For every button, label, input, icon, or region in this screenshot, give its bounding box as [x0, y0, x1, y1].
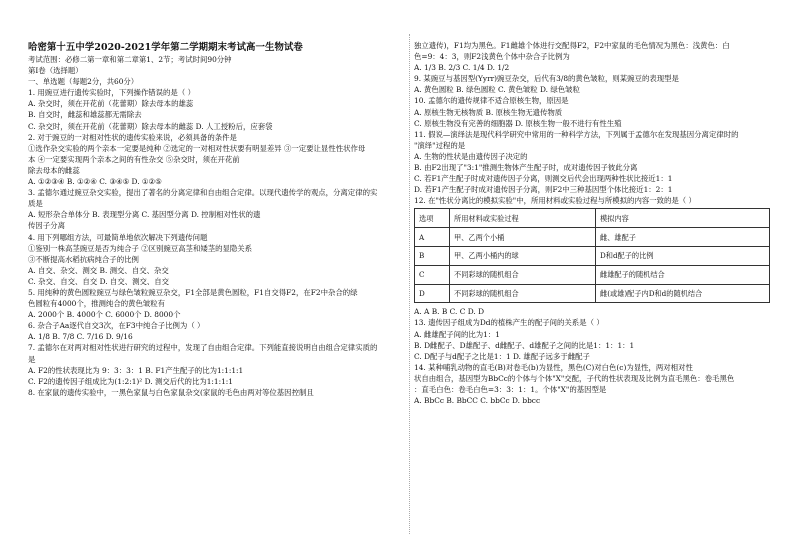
left-lines-line: 6. 杂合子Aa逐代自交3次，在F3中纯合子比例为（ ）: [28, 321, 205, 331]
right-lines-b-line: A. 雌雄配子间的比为1：1: [414, 329, 500, 339]
left-lines-line: 质是: [28, 199, 43, 209]
table-cell: 不同彩球的随机组合: [450, 265, 596, 284]
right-lines-a-line: 色=9：4：3，则F2浅黄色个体中杂合子比例为: [414, 52, 570, 62]
table-row: [415, 247, 770, 266]
left-lines-line: 色圆粒有4000个，推测纯合的黄色皱粒有: [28, 299, 166, 309]
left-lines-line: C. F2的遗传因子组成比为(1:2:1)² D. 测交后代的比为1:1:1:1: [28, 376, 233, 386]
right-lines-a-line: "演绎"过程的是: [414, 140, 466, 150]
table-cell: D和d配子的比例: [596, 247, 770, 266]
left-column: [28, 54, 404, 398]
right-lines-b-line: A. BbCc B. BbCC C. bbCc D. bbcc: [414, 396, 541, 406]
table-cell: 雌(或雄)配子内D和d的随机结合: [596, 284, 770, 303]
table-cell: 甲、乙两小桶内的球: [450, 247, 596, 266]
right-lines-a-line: A. 原核生物无核物质 B. 原核生物无遗传物质: [414, 107, 563, 117]
left-lines-line: 是: [28, 354, 36, 364]
table-row: [415, 284, 770, 303]
left-lines-line: 8. 在家鼠的遗传实验中，一黑色家鼠与白色家鼠杂交(家鼠的毛色由两对等位基因控制且: [28, 387, 314, 397]
left-lines-line: 5. 用纯种的黄色圆粒豌豆与绿色皱粒豌豆杂交，F1全部是黄色圆粒，F1自交得F2，在F2中杂合的绿: [28, 287, 358, 297]
right-lines-b-line: 13. 遗传因子组成为Dd的植株产生的配子间的关系是（ ）: [414, 318, 604, 328]
left-lines-line: 2. 对于豌豆的一对相对性状的遗传实验来说，必须具备的条件是: [28, 132, 237, 142]
table-cell: A: [415, 228, 450, 247]
right-lines-a-line: A. 1/3 B. 2/3 C. 1/4 D. 1/2: [414, 63, 510, 73]
right-lines-a-line: D. 若F1产生配子时成对遗传因子分离，则F2中三种基因型个体比接近1：2：1: [414, 185, 673, 195]
left-lines-line: 1. 用豌豆进行遗传实验时，下列操作错误的是（ ）: [28, 88, 195, 98]
left-lines-line: A. 短形杂合单体分 B. 表现型分离 C. 基因型分离 D. 控制相对性状的遗: [28, 210, 261, 220]
right-lines-b-line: 14. 某种哺乳动物的直毛(B)对卷毛(b)为显性，黑色(C)对白色(c)为显性，两对相对性: [414, 362, 693, 372]
table-row: [415, 228, 770, 247]
right-lines-b-line: ：直毛白色：卷毛白色=3：3：1：1。个体"X"的基因型是: [414, 385, 607, 395]
q12-table: [414, 208, 770, 303]
table-cell: B: [415, 247, 450, 266]
left-lines-line: 3. 孟德尔通过豌豆杂交实验，提出了著名的分离定律和自由组合定律。以现代遗传学的观点，分离定律的实: [28, 188, 378, 198]
right-lines-a-line: B. 由F2出现了"3:1"推测生物体产生配子时，成对遗传因子彼此分离: [414, 163, 638, 173]
left-lines-line: C. 杂交时，须在开花前（花蕾期）除去母本的雌蕊 D. 人工授粉后，应套袋: [28, 121, 273, 131]
left-lines-line: 除去母本的雌蕊: [28, 165, 80, 175]
left-lines-line: ③不断提高水稻抗病纯合子的比例: [28, 254, 139, 264]
table-cell: 甲、乙两个小桶: [450, 228, 596, 247]
left-lines-line: A. 1/8 B. 7/8 C. 7/16 D. 9/16: [28, 332, 133, 342]
right-lines-a-line: A. 生物的性状是由遗传因子决定的: [414, 151, 528, 161]
left-lines-line: 本 ④一定要实现两个亲本之间的有性杂交 ⑤杂交时，须在开花前: [28, 154, 240, 164]
left-lines-line: 7. 孟德尔在对两对相对性状进行研究的过程中，发现了自由组合定律。下列能直接说明自由组合定律实质的: [28, 343, 378, 353]
right-lines-a-line: C. 原核生物没有完善的细胞器 D. 原核生物一般不进行有性生殖: [414, 118, 622, 128]
right-lines-b-line: A. A B. B C. C D. D: [414, 307, 485, 317]
table-cell: 所用材料或实验过程: [450, 209, 596, 228]
exam-title: 哈密第十五中学2020-2021学年第二学期期末考试高一生物试卷: [28, 42, 303, 53]
left-lines-line: A. 2000个 B. 4000个 C. 6000个 D. 8000个: [28, 310, 181, 320]
right-lines-b-line: 状自由组合，基因型为BbCc的个体与个体"X"交配，子代的性状表现及比例为直毛黑色：卷毛黑色: [414, 373, 735, 383]
table-cell: C: [415, 265, 450, 284]
right-lines-a-line: C. 若F1产生配子时成对遗传因子分离，则测交后代会出现两种性状比接近1：1: [414, 174, 673, 184]
right-lines-a-line: A. 黄色圆粒 B. 绿色圆粒 C. 黄色皱粒 D. 绿色皱粒: [414, 85, 580, 95]
left-lines-line: A. F2的性状表现比为 9：3：3：1 B. F1产生配子的比为1:1:1:1: [28, 365, 244, 375]
left-lines-line: 一、单选题（每题2分，共60分）: [28, 77, 139, 87]
left-lines-line: B. 自交时，雌蕊和雄蕊都无需除去: [28, 110, 142, 120]
right-lines-a-line: 9. 某豌豆与基因型(Yyrr)豌豆杂交，后代有3/8的黄色皱粒，则某豌豆的表现型是: [414, 74, 679, 84]
table-cell: 选项: [415, 209, 450, 228]
right-lines-a-line: 11. 假说—演绎法是现代科学研究中常用的一种科学方法，下列属于孟德尔在发现基因分离定律时的: [414, 129, 739, 139]
left-lines-line: ①鉴别一株高茎豌豆是否为纯合子 ②区别豌豆高茎和矮茎的显隐关系: [28, 243, 253, 253]
left-lines-line: A. ①②③④ B. ①②④ C. ③④⑤ D. ①②⑤: [28, 177, 162, 187]
right-lines-a-line: 12. 在"性状分离比的模拟实验"中，所用材料或实验过程与所模拟的内容一致的是（ ）: [414, 196, 696, 206]
table-row: [415, 209, 770, 228]
table-cell: 模拟内容: [596, 209, 770, 228]
table-cell: D: [415, 284, 450, 303]
right-lines-top: [414, 40, 772, 206]
right-lines-a-line: 独立遗传)，F1均为黑色。F1雌雄个体进行交配得F2，F2中家鼠的毛色情况为黑色：浅黄色：白: [414, 41, 730, 50]
right-lines-b-line: C. D配子与d配子之比是1：1 D. 雄配子远多于雌配子: [414, 351, 590, 361]
table-cell: 雌雄配子的随机结合: [596, 265, 770, 284]
left-lines-line: A. 杂交时，须在开花前（花蕾期）除去母本的雄蕊: [28, 99, 194, 109]
left-lines-line: 第I卷（选择题）: [28, 66, 83, 76]
left-lines-line: 考试范围：必修二第一章和第二章第1、2节；考试时间90分钟: [28, 55, 232, 64]
right-lines-bottom: [414, 306, 772, 406]
right-lines-a-line: 10. 孟德尔的遗传规律不适合原核生物，原因是: [414, 96, 569, 106]
right-lines-b-line: B. D雌配子、D雄配子、d雌配子、d雄配子之间的比是1：1：1：1: [414, 340, 635, 350]
left-lines-line: 传因子分离: [28, 221, 65, 231]
table-row: [415, 265, 770, 284]
table-cell: 雌、雄配子: [596, 228, 770, 247]
right-column: [414, 40, 772, 406]
left-lines-line: C. 杂交、自交、自交 D. 自交、测交、自交: [28, 276, 170, 286]
left-lines-line: 4. 用下列哪组方法，可最简单地依次解决下列遗传问题: [28, 232, 208, 242]
table-cell: 不同彩球的随机组合: [450, 284, 596, 303]
column-divider: [409, 34, 410, 534]
left-lines-line: ①选作杂交实验的两个亲本一定要是纯种 ②选定的一对相对性状要有明显差异 ③一定要让显性性状作母: [28, 143, 366, 153]
left-lines-line: A. 自交、杂交、测交 B. 测交、自交、杂交: [28, 265, 169, 275]
